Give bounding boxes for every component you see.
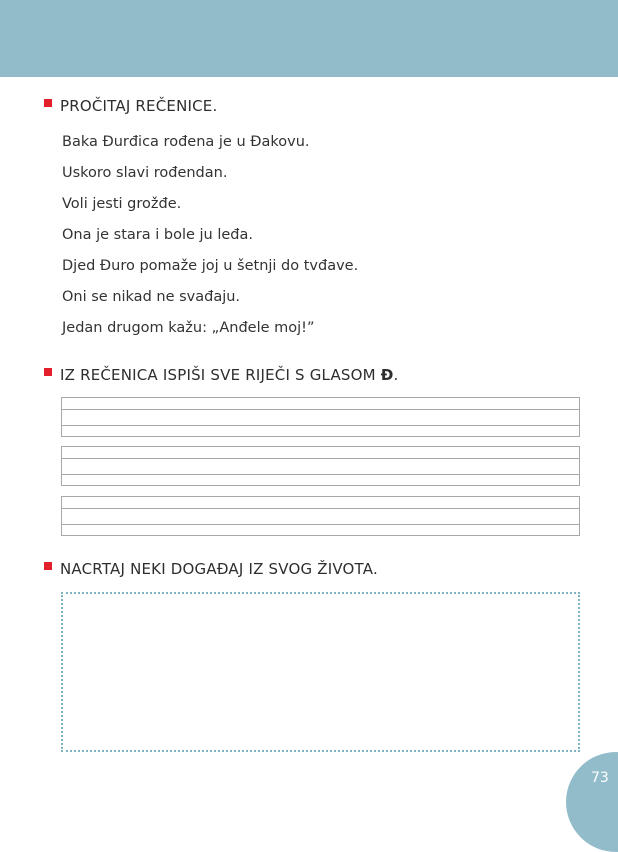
sentence-6: Oni se nikad ne svađaju. [62,289,241,305]
writing-line [62,458,579,459]
sentence-list [62,131,358,348]
writing-lines-3[interactable] [61,496,580,536]
writing-line [62,409,579,410]
read-section-heading [44,97,217,115]
header-band [0,0,618,77]
writing-line [62,425,579,426]
red-bullet-icon [44,99,52,107]
draw-heading-text: NACRTAJ NEKI DOGAĐAJ IZ SVOG ŽIVOTA. [60,560,378,578]
draw-section-heading [44,560,378,578]
sentence-2: Uskoro slavi rođendan. [62,165,228,181]
red-bullet-icon [44,368,52,376]
page-number: 73 [591,770,609,786]
sentence-4: Ona je stara i bole ju leđa. [62,227,253,243]
write-section-heading [44,366,399,384]
write-heading-text: IZ REČENICA ISPIŠI SVE RIJEČI S GLASOM Đ. [60,366,399,384]
sentence-1: Baka Đurđica rođena je u Đakovu. [62,134,310,150]
writing-line [62,508,579,509]
sentence-3: Voli jesti grožđe. [62,196,182,212]
sentence-7: Jedan drugom kažu: „Anđele moj!” [62,320,315,336]
sentence-5: Djed Đuro pomaže joj u šetnji do tvđave. [62,258,359,274]
read-heading-text: PROČITAJ REČENICE. [60,97,218,115]
writing-lines-1[interactable] [61,397,580,437]
page-number-tab [566,752,618,852]
writing-lines-2[interactable] [61,446,580,486]
writing-line [62,474,579,475]
red-bullet-icon [44,562,52,570]
writing-line [62,524,579,525]
drawing-area[interactable] [61,592,580,752]
heading-letter: Đ [380,366,394,384]
